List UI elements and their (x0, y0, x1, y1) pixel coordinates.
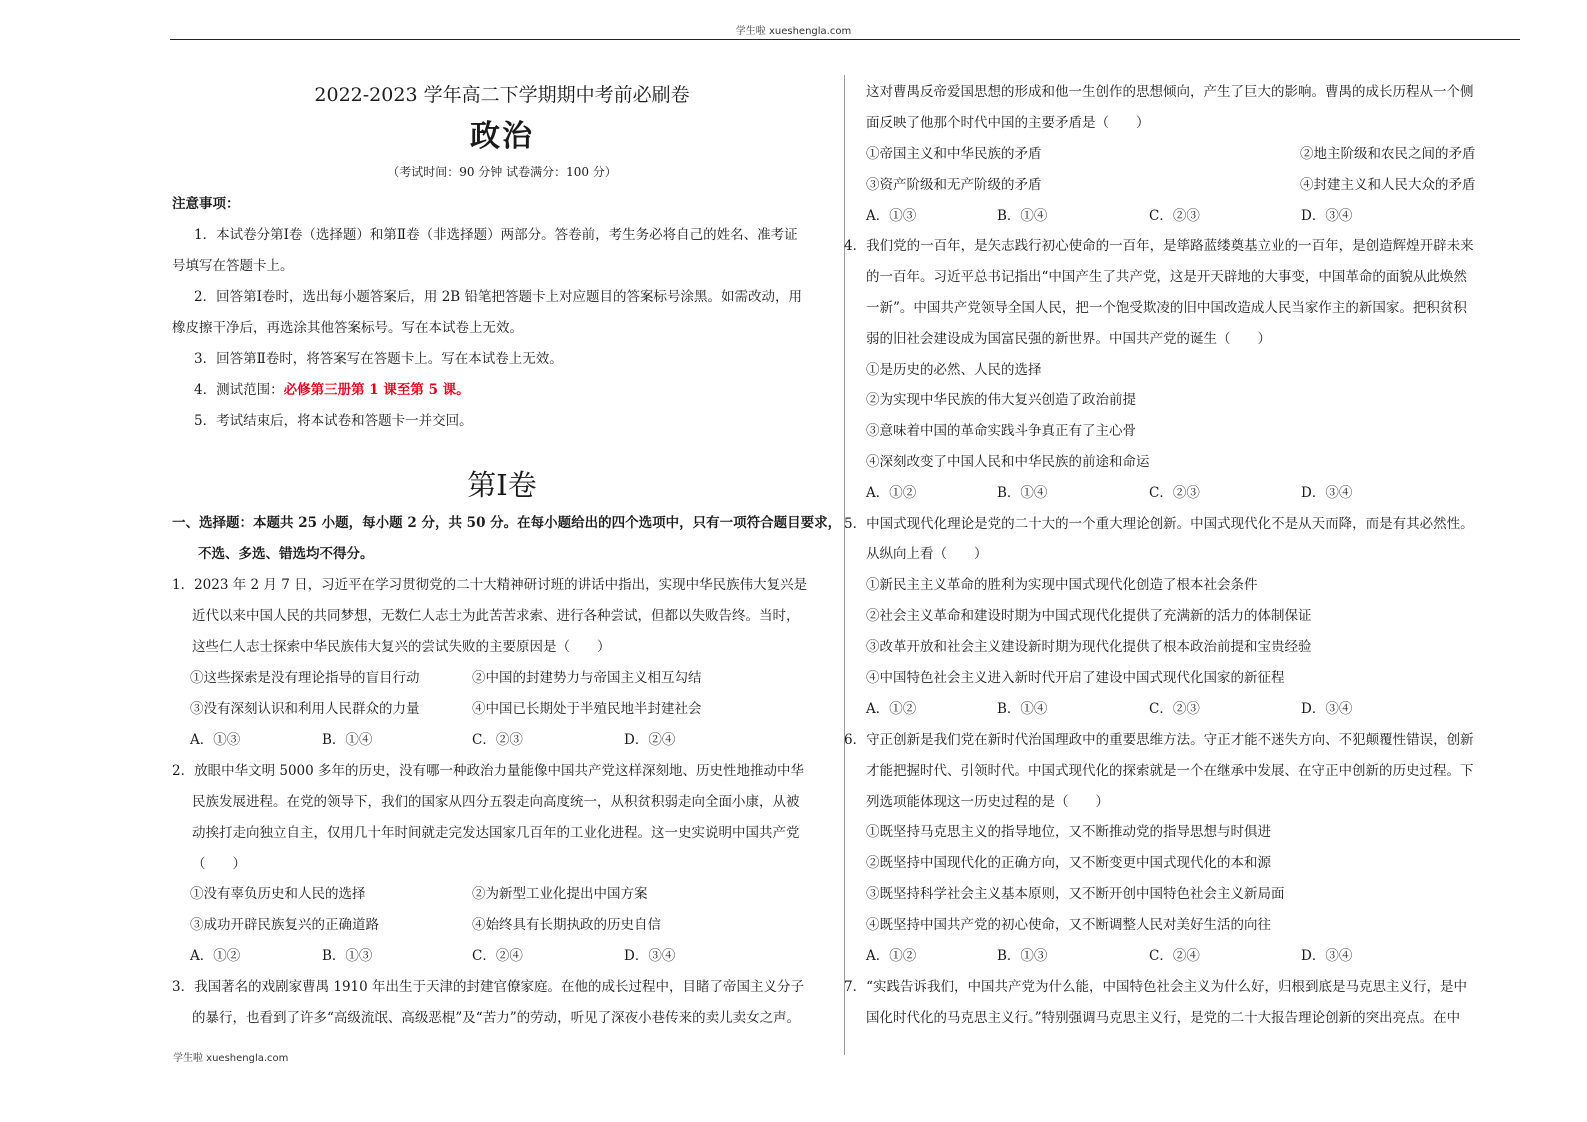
notice-heading: 注意事项： (172, 196, 240, 212)
q1-stem-line2: 近代以来中国人民的共同梦想，无数仁人志士为此苦苦求索、进行各种尝试，但都以失败告终。当时， (192, 608, 800, 624)
q2-option-d[interactable]: D．③④ (624, 948, 676, 964)
q1-option-d[interactable]: D．②④ (624, 732, 676, 748)
q1-statement-1: ①这些探索是没有理论指导的盲目行动 (190, 670, 420, 686)
q1-statement-3: ③没有深刻认识和利用人民群众的力量 (190, 701, 420, 717)
q3-option-d[interactable]: D．③④ (1301, 208, 1353, 224)
section-heading-line1: 一、选择题：本题共 25 小题，每小题 2 分，共 50 分。在每小题给出的四个选项中，只有一项符合题目要求， (172, 515, 842, 531)
q4-option-b[interactable]: B．①④ (997, 485, 1048, 501)
q5-option-c[interactable]: C．②③ (1149, 701, 1200, 717)
q1-stem-line3: 这些仁人志士探索中华民族伟大复兴的尝试失败的主要原因是（ ） (192, 639, 611, 655)
q7-stem-line2: 国化时代化的马克思主义行。”特别强调马克思主义行，是党的二十大报告理论创新的突出亮点。在中 (866, 1010, 1461, 1026)
q1-option-c[interactable]: C．②③ (472, 732, 523, 748)
q4-stem-line3: 一新”。中国共产党领导全国人民，把一个饱受欺凌的旧中国改造成人民当家作主的新国家。把积贫积 (866, 300, 1467, 316)
q2-stem-line2: 民族发展进程。在党的领导下，我们的国家从四分五裂走向高度统一，从积贫积弱走向全面小康，从被 (192, 794, 800, 810)
q6-stem-line2: 才能把握时代、引领时代。中国式现代化的探索就是一个在继承中发展、在守正中创新的历史过程。下 (866, 763, 1474, 779)
q2-option-a[interactable]: A．①② (190, 948, 241, 964)
q6-statement-3: ③既坚持科学社会主义基本原则，又不断开创中国特色社会主义新局面 (866, 886, 1285, 902)
paper-title: 2022-2023 学年高二下学期期中考前必刷卷 (314, 84, 690, 106)
q1-option-a[interactable]: A．①③ (190, 732, 241, 748)
q5-option-a[interactable]: A．①② (866, 701, 917, 717)
notice-item-1a: 1．本试卷分第Ⅰ卷（选择题）和第Ⅱ卷（非选择题）两部分。答卷前，考生务必将自己的姓名、准考证 (194, 227, 798, 243)
q6-option-c[interactable]: C．②④ (1149, 948, 1200, 964)
q4-stem-line1: 4．我们党的一百年，是矢志践行初心使命的一百年，是筚路蓝缕奠基立业的一百年，是创造辉煌开辟未来 (844, 238, 1474, 254)
page-header-site: 学生啦 xueshengla.com (735, 26, 852, 37)
q3-statement-1: ①帝国主义和中华民族的矛盾 (866, 146, 1042, 162)
q3-statement-3: ③资产阶级和无产阶级的矛盾 (866, 177, 1042, 193)
q5-stem-line2: 从纵向上看（ ） (866, 546, 988, 562)
volume-title: 第Ⅰ卷 (467, 468, 537, 502)
section-heading-line2: 不选、多选、错选均不得分。 (198, 546, 374, 562)
q3-option-b[interactable]: B．①④ (997, 208, 1048, 224)
q6-statement-2: ②既坚持中国现代化的正确方向，又不断变更中国式现代化的本和源 (866, 855, 1271, 871)
q2-statement-4: ④始终具有长期执政的历史自信 (472, 917, 661, 933)
q3-stem-line3: 这对曹禺反帝爱国思想的形成和他一生创作的思想倾向，产生了巨大的影响。曹禺的成长历程从一个侧 (866, 84, 1474, 100)
q4-statement-3: ③意味着中国的革命实践斗争真正有了主心骨 (866, 423, 1136, 439)
q4-statement-1: ①是历史的必然、人民的选择 (866, 362, 1042, 378)
q1-statement-4: ④中国已长期处于半殖民地半封建社会 (472, 701, 702, 717)
test-range: 必修第三册第 1 课至第 5 课。 (283, 382, 470, 398)
paper-subject: 政治 (470, 119, 534, 154)
q7-stem-line1: 7．“实践告诉我们，中国共产党为什么能，中国特色社会主义为什么好，归根到底是马克思主义行，是中 (844, 979, 1467, 995)
q5-option-b[interactable]: B．①④ (997, 701, 1048, 717)
q3-stem-line2: 的暴行，也看到了许多“高级流氓、高级恶棍”及“苦力”的劳动，听见了深夜小巷传来的卖儿卖女之声。 (192, 1010, 801, 1026)
q4-statement-2: ②为实现中华民族的伟大复兴创造了政治前提 (866, 392, 1136, 408)
q2-statement-1: ①没有辜负历史和人民的选择 (190, 886, 366, 902)
q4-stem-line4: 弱的旧社会建设成为国富民强的新世界。中国共产党的诞生（ ） (866, 331, 1271, 347)
q2-option-b[interactable]: B．①③ (322, 948, 373, 964)
exam-timing: （考试时间：90 分钟 试卷满分：100 分） (387, 165, 617, 179)
page-footer-site: 学生啦 xueshengla.com (173, 1053, 289, 1064)
q1-statement-2: ②中国的封建势力与帝国主义相互勾结 (472, 670, 702, 686)
q5-statement-4: ④中国特色社会主义进入新时代开启了建设中国式现代化国家的新征程 (866, 670, 1285, 686)
q6-statement-4: ④既坚持中国共产党的初心使命，又不断调整人民对美好生活的向往 (866, 917, 1271, 933)
q2-statement-2: ②为新型工业化提出中国方案 (472, 886, 648, 902)
q5-option-d[interactable]: D．③④ (1301, 701, 1353, 717)
q5-statement-2: ②社会主义革命和建设时期为中国式现代化提供了充满新的活力的体制保证 (866, 608, 1312, 624)
q3-stem-line4: 面反映了他那个时代中国的主要矛盾是（ ） (866, 115, 1150, 131)
q3-statement-4: ④封建主义和人民大众的矛盾 (1300, 177, 1476, 193)
q3-option-c[interactable]: C．②③ (1149, 208, 1200, 224)
q4-option-d[interactable]: D．③④ (1301, 485, 1353, 501)
q6-option-b[interactable]: B．①③ (997, 948, 1048, 964)
q2-stem-line3: 动挨打走向独立自主，仅用几十年时间就走完发达国家几百年的工业化进程。这一史实说明中国共产党 (192, 825, 800, 841)
q4-statement-4: ④深刻改变了中国人民和中华民族的前途和命运 (866, 454, 1150, 470)
q6-option-d[interactable]: D．③④ (1301, 948, 1353, 964)
q2-statement-3: ③成功开辟民族复兴的正确道路 (190, 917, 379, 933)
notice-item-1b: 号填写在答题卡上。 (172, 258, 294, 274)
q5-statement-1: ①新民主主义革命的胜利为实现中国式现代化创造了根本社会条件 (866, 577, 1258, 593)
notice-item-2a: 2．回答第Ⅰ卷时，选出每小题答案后，用 2B 铅笔把答题卡上对应题目的答案标号涂黑。如需改动，用 (194, 289, 803, 305)
notice-item-4 (194, 380, 470, 400)
q2-stem-line4: （ ） (192, 856, 246, 872)
notice-item-3: 3．回答第Ⅱ卷时，将答案写在答题卡上。写在本试卷上无效。 (194, 351, 563, 367)
q3-stem-line1: 3．我国著名的戏剧家曹禺 1910 年出生于天津的封建官僚家庭。在他的成长过程中，目睹了帝国主义分子 (172, 979, 805, 995)
q3-option-a[interactable]: A．①③ (866, 208, 917, 224)
q6-statement-1: ①既坚持马克思主义的指导地位，又不断推动党的指导思想与时俱进 (866, 824, 1271, 840)
notice-item-4-prefix: 4．测试范围： (194, 382, 284, 398)
q4-option-c[interactable]: C．②③ (1149, 485, 1200, 501)
q4-option-a[interactable]: A．①② (866, 485, 917, 501)
q6-option-a[interactable]: A．①② (866, 948, 917, 964)
q2-stem-line1: 2．放眼中华文明 5000 多年的历史，没有哪一种政治力量能像中国共产党这样深刻地、历史性地推动中华 (172, 763, 805, 779)
q3-statement-2: ②地主阶级和农民之间的矛盾 (1300, 146, 1476, 162)
q2-option-c[interactable]: C．②④ (472, 948, 523, 964)
column-divider (844, 75, 845, 1055)
q6-stem-line1: 6．守正创新是我们党在新时代治国理政中的重要思维方法。守正才能不迷失方向、不犯颠覆性错误，创新 (844, 732, 1474, 748)
q6-stem-line3: 列选项能体现这一历史过程的是（ ） (866, 794, 1109, 810)
q5-statement-3: ③改革开放和社会主义建设新时期为现代化提供了根本政治前提和宝贵经验 (866, 639, 1312, 655)
q1-stem-line1: 1．2023 年 2 月 7 日，习近平在学习贯彻党的二十大精神研讨班的讲话中指出，实现中华民族伟大复兴是 (172, 577, 808, 593)
q4-stem-line2: 的一百年。习近平总书记指出“中国产生了共产党，这是开天辟地的大事变，中国革命的面貌从此焕然 (866, 269, 1467, 285)
q5-stem-line1: 5．中国式现代化理论是党的二十大的一个重大理论创新。中国式现代化不是从天而降，而是有其必然性。 (844, 516, 1474, 532)
q1-option-b[interactable]: B．①④ (322, 732, 373, 748)
header-rule (170, 39, 1520, 40)
notice-item-2b: 橡皮擦干净后，再选涂其他答案标号。写在本试卷上无效。 (172, 320, 523, 336)
notice-item-5: 5．考试结束后，将本试卷和答题卡一并交回。 (194, 413, 473, 429)
